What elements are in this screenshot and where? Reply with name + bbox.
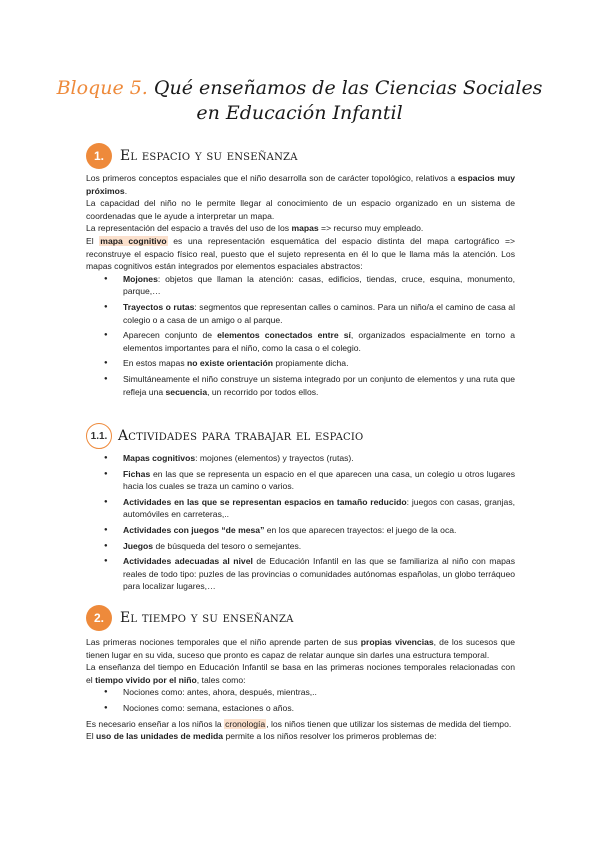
paragraph: Es necesario enseñar a los niños la cronología, los niños tienen que utilizar los sistemas de medida del tiempo. — [86, 718, 512, 729]
section-1-title: El espacio y su enseñanza — [120, 148, 298, 164]
section-1-1-title: Actividades para trabajar el espacio — [118, 428, 364, 444]
list-item: ● En estos mapas no existe orientación propiamente dicha. — [86, 357, 515, 370]
highlight: cronología — [225, 718, 266, 729]
section-2-title: El tiempo y su enseñanza — [120, 610, 294, 626]
paragraph: La representación del espacio a través del uso de los mapas => recurso muy empleado. — [86, 223, 424, 234]
title-line-1 — [40, 76, 559, 101]
section-1-1-heading — [86, 423, 363, 449]
list-item: ● Mojones: objetos que llaman la atención: casas, edificios, tiendas, cruce, esquina, monumento, parque,… — [86, 273, 515, 298]
paragraph: Los primeros conceptos espaciales que el niño desarrolla son de carácter topológico, relativos a espacios muy próximos. — [86, 173, 516, 196]
list-item: ● Actividades adecuadas al nivel de Educación Infantil en las que se familiariza al niño con mapas reales de todo tipo: puzles de las provincias o comunidades autónomas españolas, un globo terráqueo para localizar lugares,… — [86, 555, 515, 593]
list-item: ● Fichas en las que se representa un espacio en el que aparecen una casa, un colegio u otros lugares hacia los cuales se traza un camino o varios. — [86, 468, 515, 493]
section-1-1-body — [86, 452, 515, 596]
page-title — [40, 76, 559, 126]
bullet-list — [86, 452, 515, 593]
bullet-list — [86, 273, 515, 398]
highlight: mapa cognitivo — [100, 235, 167, 246]
list-item: ● Aparecen conjunto de elementos conectados entre sí, organizados espacialmente en torno a elementos importantes para el niño, como la casa o el colegio. — [86, 329, 515, 354]
list-item: ● Trayectos o rutas: segmentos que representan calles o caminos. Para un niño/a el camino de casa al colegio o a casa de un amigo o al parque. — [86, 301, 515, 326]
section-2-heading — [86, 605, 294, 631]
section-1-1-number-badge: 1.1. — [86, 423, 112, 449]
section-2-number-badge: 2. — [86, 605, 112, 631]
section-1-heading — [86, 143, 298, 169]
list-item: ● Actividades con juegos “de mesa” en los que aparecen trayectos: el juego de la oca. — [86, 524, 515, 537]
paragraph: El uso de las unidades de medida permite a los niños resolver los primeros problemas de: — [86, 731, 437, 742]
section-1-body — [86, 172, 515, 401]
paragraph: La capacidad del niño no le permite llegar al conocimiento de un espacio organizado en un sistema de coordenadas que le ayude a interpretar un mapa. — [86, 198, 515, 221]
section-1-number-badge: 1. — [86, 143, 112, 169]
paragraph: El mapa cognitivo es una representación esquemática del espacio distinta del mapa cartográfico => reconstruye el espacio físico real, puesto que el sujeto representa en él lo que le llama más la atención. Los mapas cognitivos están integrados por elementos espaciales abstractos: — [86, 235, 515, 272]
list-item: ● Nociones como: antes, ahora, después, mientras,.. — [86, 686, 515, 699]
title-accent: Bloque 5. — [56, 77, 148, 99]
section-2-body — [86, 636, 515, 743]
paragraph: La enseñanza del tiempo en Educación Infantil se basa en las primeras nociones temporales relacionadas con el tiempo vivido por el niño, tales como: — [86, 662, 515, 685]
title-text-1: Qué enseñamos de las Ciencias Sociales — [153, 77, 543, 99]
list-item: ● Simultáneamente el niño construye un sistema integrado por un conjunto de elementos y una ruta que refleja una secuencia, un recorrido por todos ellos. — [86, 373, 515, 398]
bullet-list — [86, 686, 515, 714]
list-item: ● Actividades en las que se representan espacios en tamaño reducido: juegos con casas, granjas, automóviles en carreteras,.. — [86, 496, 515, 521]
title-line-2: en Educación Infantil — [196, 102, 403, 124]
list-item: ● Juegos de búsqueda del tesoro o semejantes. — [86, 540, 515, 553]
paragraph: Las primeras nociones temporales que el niño aprende parten de sus propias vivencias, de los sucesos que tienen lugar en su vida, suceso que pronto es capaz de relatar aunque sin darles una estructura temporal. — [86, 637, 515, 660]
list-item: ● Mapas cognitivos: mojones (elementos) y trayectos (rutas). — [86, 452, 515, 465]
list-item: ● Nociones como: semana, estaciones o años. — [86, 702, 515, 715]
